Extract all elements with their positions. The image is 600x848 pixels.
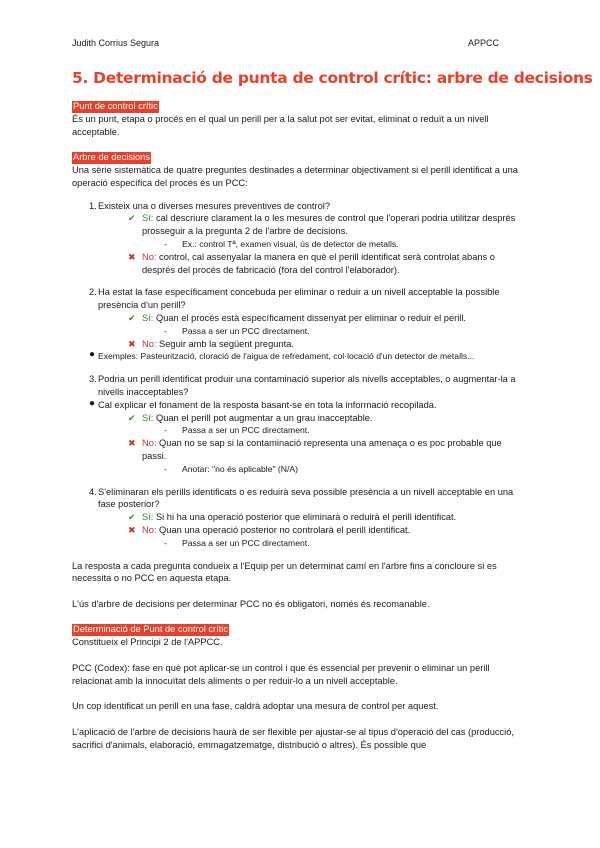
question-1-yes: ✔ Sí: cal descriure clarament la o les mesures de control que l'operari podria utilitzar després prosseguir a la pregunta 2 de l'arbre de decisions.: [128, 213, 516, 237]
paragraph-codex: PCC (Codex): fase en què pot aplicar-se un control i que és essencial per prevenir o eliminar un perill relacionat amb la innocuïtat dels aliments o per reduir-lo a un nivell acceptable.: [72, 662, 490, 686]
check-icon: ✔: [128, 512, 136, 523]
paragraph-resposta: La resposta a cada pregunta condueix a l'Equip per un determinat camí en l'arbre fins a concloure si es necessita o no PCC en aquesta etapa.: [72, 560, 497, 584]
question-3-text: Podria un perill identificat produir una contaminació superior als nivells acceptables, o augmentar-la a nivells inacceptables?: [98, 374, 516, 397]
question-3: 3. Podria un perill identificat produir una contaminació superior als nivells acceptables, o augmentar-la a nivells inacceptables?: [89, 374, 516, 397]
dash-icon: -: [164, 325, 167, 336]
question-4: 4. S'eliminaran els perills identificats o es reduirà seva possible presència a un nivell acceptable en una fase posterior?: [89, 486, 514, 510]
question-1-no: ✖ No: control, cal assenyalar la manera en què el perill identificat serà controlat abans o després del procés de fabricació (fora del control l'elaborador).: [128, 251, 495, 275]
question-2-yes: ✔ Sí: Quan el procés està específicament dissenyat per eliminar o reduir el perill.: [128, 312, 467, 323]
arbre-definition: Una sèrie sistemàtica de quatre preguntes destinades a determinar objectivament si el perill identificat a una operació específica del procés és un PCC:: [72, 164, 518, 188]
bullet-icon: ●: [89, 349, 96, 361]
question-2: 2. Ha estat la fase específicament concebuda per eliminar o reduir a un nivell acceptable la possible presència d'un perill?: [89, 287, 500, 311]
question-4-yes: ✔ Sí: Si hi ha una operació posterior que eliminarà o reduirà el perill identificat.: [128, 512, 457, 523]
question-4-text: S'eliminaran els perills identificats o es reduirà seva possible presència a un nivell acceptable en una fase posterior?: [98, 486, 514, 510]
question-2-yes-result: - Passa a ser un PCC directament.: [164, 325, 310, 336]
dash-icon: -: [164, 537, 167, 548]
question-1: 1. Existeix una o diverses mesures preventives de control?: [89, 200, 331, 211]
cross-icon: ✖: [128, 251, 136, 262]
bullet-icon: ●: [89, 397, 96, 409]
dash-icon: -: [164, 238, 167, 249]
section-label-determinacio: Determinació de Punt de control crític: [73, 624, 229, 635]
header-subject: APPCC: [468, 38, 500, 48]
dash-icon: -: [164, 425, 167, 436]
question-2-text: Ha estat la fase específicament concebuda per eliminar o reduir a un nivell acceptable la possible presència d'un perill?: [98, 287, 500, 311]
cross-icon: ✖: [128, 524, 136, 535]
paragraph-us: L'ús d'arbre de decisions per determinar PCC no és obligatori, només és recomanable.: [72, 598, 430, 609]
header-author: Judith Corrius Segura: [72, 38, 160, 48]
dash-icon: -: [164, 463, 167, 474]
question-3-note: ● Cal explicar el fonament de la resposta basant-se en tota la informació recopilada.: [89, 397, 437, 410]
check-icon: ✔: [128, 412, 136, 423]
paragraph-aplicacio: L'aplicació de l'arbre de decisions haurà de ser flexible per ajustar-se al tipus d'operació del cas (producció, sacrifici d'animals, elaboració, emmagatzematge, distribució o altres). És possible que: [72, 726, 515, 750]
document-body: [72, 100, 528, 751]
question-3-no-result: - Anotar: "no és aplicable" (N/A): [164, 463, 298, 474]
question-2-examples: ● Exemples: Pasteurització, cloració de l'aigua de refredament, col·locació d'un detector de metalls...: [89, 349, 475, 362]
cross-icon: ✖: [128, 338, 136, 349]
section-label-arbre: Arbre de decisions: [73, 152, 150, 163]
cross-icon: ✖: [128, 438, 136, 449]
paragraph-cop: Un cop identificat un perill en una fase, caldrà adoptar una mesura de control per aquest.: [72, 701, 439, 712]
pcc-definition: És un punt, etapa o procés en el qual un perill per a la salut pot ser evitat, eliminat o reduït a un nivell acceptable.: [72, 113, 489, 137]
question-3-no: ✖ No: Quan no se sap si la contaminació representa una amenaça o es poc probable que passi.: [128, 438, 502, 461]
question-3-yes-result: - Passa a ser un PCC directament.: [164, 425, 310, 436]
question-4-no-result: - Passa a ser un PCC directament.: [164, 537, 310, 548]
page-title: 5. Determinació de punta de control crític: arbre de decisions: [72, 69, 593, 87]
determinacio-text: Constitueix el Principi 2 de l'APPCC.: [72, 637, 223, 648]
question-1-yes-example: - Ex.: control Tª, examen visual, ús de detector de metalls.: [164, 238, 399, 249]
check-icon: ✔: [128, 312, 136, 323]
question-4-no: ✖ No: Quan una operació posterior no controlarà el perill identificat.: [128, 524, 411, 535]
check-icon: ✔: [128, 213, 136, 224]
question-2-no: ✖ No: Seguir amb la següent pregunta.: [128, 338, 294, 349]
section-label-pcc: Punt de control crític: [73, 101, 158, 111]
question-3-yes: ✔ Sí: Quan el perill pot augmentar a un grau inacceptable.: [128, 412, 373, 423]
question-1-text: Existeix una o diverses mesures preventives de control?: [98, 200, 331, 211]
